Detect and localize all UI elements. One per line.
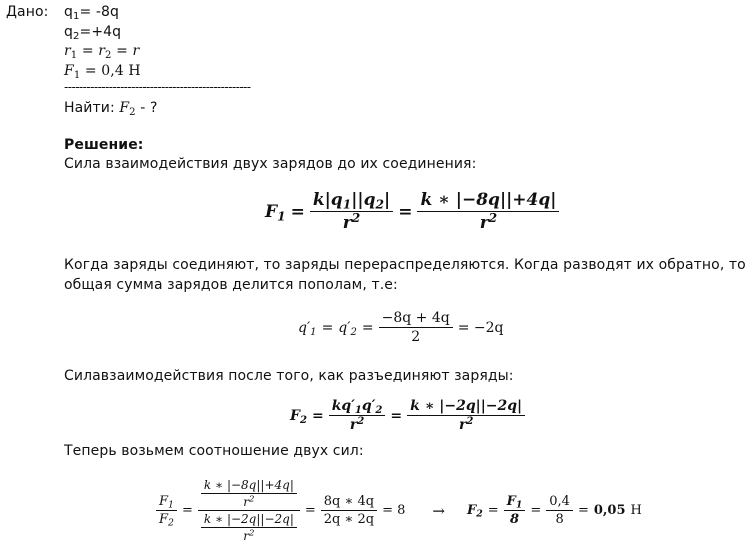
ratio-result: = 8 xyxy=(382,503,406,518)
q2-symbol: q xyxy=(64,24,73,40)
F1-value: = 0,4 Н xyxy=(84,63,141,79)
ratio-bottom-numerator: k ∗ |−2q||−2q| xyxy=(201,512,297,528)
given-F1: $F_1 = 0,4$ Н xyxy=(64,63,141,81)
solution-p2: Когда заряды соединяют, то заряды перераспределяются. Когда разводят их обратно, то xyxy=(64,257,746,273)
f1-numerator: $k|q_1||q_2|$ xyxy=(310,190,393,212)
ratio-top-numerator: k ∗ |−8q||+4q| xyxy=(201,478,297,494)
q2-subscript: 2 xyxy=(73,30,80,42)
solution-heading: Решение: xyxy=(64,137,144,153)
ratio-lhs: $\frac{F_1}{F_2}$ xyxy=(156,494,177,527)
r-equality: = r xyxy=(116,43,140,59)
q-sum-result: = −2q xyxy=(457,319,504,336)
q-sum-denominator: 2 xyxy=(411,329,421,345)
f2-numerator-expanded: k ∗ |−2q||−2q| xyxy=(407,398,525,416)
q-sum-numerator: −8q + 4q xyxy=(379,310,453,328)
q1-subscript: 1 xyxy=(73,10,80,22)
final-denominator: 8 xyxy=(555,512,564,527)
ratio-mid-denominator: 2q ∗ 2q xyxy=(323,512,375,527)
find-line: Найти: $F_2$ - ? xyxy=(64,100,158,118)
q2-value: =+4q xyxy=(79,24,122,40)
formula-F2: $F_2$ = $\frac{kq'_1q'_2}{r^2}$ = $\frac{k ∗ |-2q||-2q|}{r^2}$ xyxy=(290,398,525,433)
formula-ratio: $\frac{F_1}{F_2}$ = $\frac{\frac{k ∗ |-8q||+4q|}{r^2}}{\frac{k ∗ |-2q||-2q|}{r^2}}$ = $\frac{8q ∗ 4q}{2q ∗ 2q}$ = 8 → $F_2$ = $\frac{F_1}{8}$ = $\frac{0,4}{8}$ = 0,05 Н xyxy=(156,478,642,543)
solution-p3: общая сумма зарядов делится пополам, т.е: xyxy=(64,277,398,293)
q1-symbol: q xyxy=(64,4,73,20)
ratio-big-fraction: $\frac{\frac{k ∗ |-8q||+4q|}{r^2}}{\frac{k ∗ |-2q||-2q|}{r^2}}$ xyxy=(198,478,300,543)
formula-q-prime: $q'_1$ = $q'_2$ = $\frac{-8q + 4q}{2}$ = −2q xyxy=(298,310,508,345)
final-numerator: 0,4 xyxy=(546,494,573,511)
final-result: 0,05 xyxy=(593,503,626,518)
formula-F1: $F_1$ = $\frac{k|q_1||q_2|}{r^2}$ = $\frac{k ∗ |-8q||+4q|}{r^2}$ xyxy=(265,190,559,233)
final-unit: Н xyxy=(630,503,642,518)
solution-p5: Теперь возьмем соотношение двух сил: xyxy=(64,443,364,459)
dash-divider: -------------------------------------------------- xyxy=(64,80,251,94)
q1-value: = -8q xyxy=(79,4,120,20)
arrow-icon: → xyxy=(432,501,445,520)
find-tail: - ? xyxy=(140,100,158,116)
given-q1 xyxy=(64,4,119,20)
ratio-mid-numerator: 8q ∗ 4q xyxy=(321,494,377,511)
f1-numerator-expanded: k ∗ |−8q||+4q| xyxy=(417,190,559,212)
given-q2 xyxy=(64,24,121,40)
given-r: $r_1 = r_2 = r$ xyxy=(64,43,140,61)
solution-p1: Сила взаимодействия двух зарядов до их соединения: xyxy=(64,156,477,172)
find-label: Найти: xyxy=(64,100,115,116)
given-label: Дано: xyxy=(6,4,49,20)
f2-numerator: $kq'_1q'_2$ xyxy=(329,398,386,416)
solution-p4: Силавзаимодействия после того, как разъединяют заряды: xyxy=(64,368,514,384)
